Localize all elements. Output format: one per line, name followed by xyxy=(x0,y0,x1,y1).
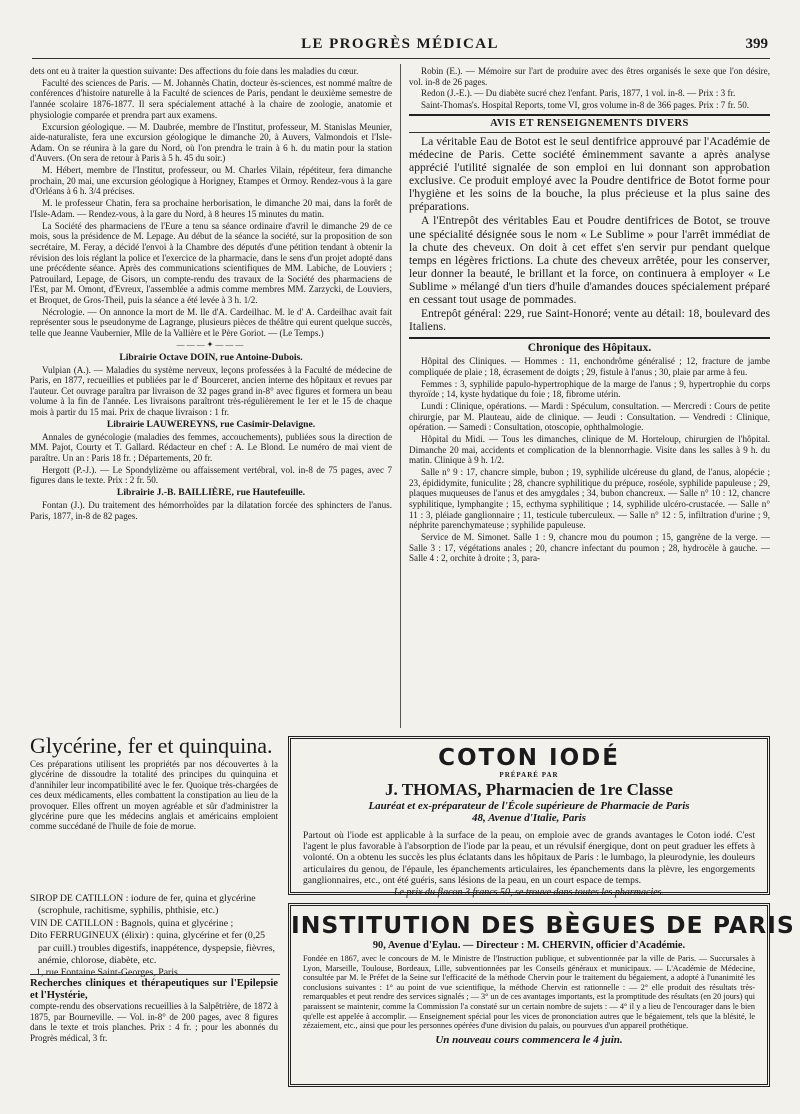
right-column xyxy=(409,66,770,728)
paragraph-societe-pharmaciens: La Société des pharmaciens de l'Eure a tenu sa séance ordinaire d'avril le dimanche 29 de ce mois, sous la présidence de M. Lepage. Au début de la séance la société, sur la proposition de son secrétaire, M. Feray, a décidé l'envoi à la Chambre des députés d'une pétition tendant à obtenir la révision des lois réglant la police et l'exercice de la pharmacie, dans le sens d'un projet adopté dans une précédente séance. Après des communications scientifiques de MM. Labiche, de Louviers ; Patrouilard, Lepage, de Gisors, un compte-rendu des travaux de la Société des pharmaciens de l'Est, par M. Omont, d'Evreux, l'assemblée a admis comme membres MM. Zarzycki, de Louviers, et Broquet, de Gros-Theil, puis la séance a été levée à 3 h. 1/2. xyxy=(30,220,392,305)
coton-iode-advert xyxy=(288,736,770,899)
column-divider xyxy=(400,64,401,728)
section-rule xyxy=(409,114,770,116)
glycerine-title: Glycérine, fer et quinquina. xyxy=(30,735,273,758)
paragraph-sublime: A l'Entrepôt des véritables Eau et Poudre dentifrices de Botot, se trouve une spécialité désignée sous le nom « Le Sublime » pour l'arrêt immédiat de la chute des cheveux. On doit à cet effet s'en servir pur pendant quelque temps en légères frictions. La chute des cheveux arrêtée, pour les conserver, leur donner la beauté, le brillant et la force, on continuera à employer « Le Sublime » mélangé d'un tiers d'huile d'amandes douces spécialement préparé en cessant tout usage de pommades. xyxy=(409,214,770,306)
chronique-heading: Chronique des Hôpitaux. xyxy=(527,341,652,354)
recherches-advert xyxy=(30,978,278,1043)
paragraph-hergott: Hergott (P.-J.). — Le Spondylizème ou affaissement vertébral, vol. in-8 de 75 pages, avec 7 figures dans le texte. Prix : 2 fr. 50. xyxy=(30,464,392,486)
paragraph-redon: Redon (J.-E.). — Du diabète sucré chez l'enfant. Paris, 1877, 1 vol. in-8. — Prix : 3 fr. xyxy=(421,88,736,99)
paragraph-necrologie: Nécrologie. — On annonce la mort de M. lle d'A. Cardeilhac. M. le d' A. Cardeilhac avait fait représenter sous le pseudonyme de Lagrange, plusieurs pièces de théâtre qui eurent quelque succès, telle que Jeanne Vaubernier, Mlle de la Vallière et le Père Goriot. — (Le Temps.) xyxy=(30,306,392,339)
coton-subtitle: Lauréat et ex-préparateur de l'École supérieure de Pharmacie de Paris xyxy=(368,800,690,812)
glycerine-body: Ces préparations utilisent les propriétés par nos découvertes à la glycérine de dissoudre la totalité des principes du quinquina et d'annihiler leur incompatibilité avec le fer. Quoique très-chargées de ces deux médicaments, elles combattent la constipation au lieu de la provoquer. Elles offrent un moyen agréable et sûr d'administrer la glycérine pure que les médecins anglais et américains emploient comme succédané de l'huile de foie de morue. xyxy=(30,759,278,832)
paragraph-entrepot: Entrepôt général: 229, rue Saint-Honoré; vente au détail: 18, boulevard des Italiens. xyxy=(409,307,770,334)
recherches-title: Recherches cliniques et thérapeutiques sur l'Epilepsie et l'Hystérie, xyxy=(30,978,278,1001)
paragraph-cliniques-hommes: Hôpital des Cliniques. — Hommes : 11, enchondrôme généralisé ; 12, fracture de jambe compliquée de plaie ; 18, écrasement de doigts ; 29, fistule à l'anus ; 30, plaie par arme à feu. xyxy=(409,356,770,377)
glycerine-advert xyxy=(30,735,278,890)
librairie-lauwereyns-heading: Librairie LAUWEREYNS, rue Casimir-Delavigne. xyxy=(106,418,316,430)
paragraph-annales: Annales de gynécologie (maladies des femmes, accouchements), publiées sous la direction de MM. Pajot, Courty et T. Gallard. Rédacteur en chef : A. Le Blond. Le numéro de mai vient de paraître. Un an : Paris 18 fr. ; Départements, 20 fr. xyxy=(30,431,392,463)
librairie-bailliere-heading: Librairie J.-B. BAILLIÈRE, rue Hautefeuille. xyxy=(116,486,306,498)
institution-begues-advert xyxy=(288,903,795,1087)
glycerine-vin: VIN DE CATILLON : Bagnols, quina et glycérine ; xyxy=(30,917,234,929)
institution-title: INSTITUTION DES BÈGUES DE PARIS xyxy=(291,911,795,939)
glycerine-ferrugineux: Dito FERRUGINEUX (élixir) : quina, glycérine et fer (0,25 par cuill.) troubles digestifs, inappétence, dyspepsie, fièvres, anémie, chlorose, diabète, etc. xyxy=(30,930,275,967)
left-column xyxy=(30,66,392,728)
institution-subtitle: 90, Avenue d'Eylau. — Directeur : M. CHERVIN, officier d'Académie. xyxy=(372,940,686,951)
paragraph-eau-botot: La véritable Eau de Botot est le seul dentifrice approuvé par l'Académie de médecine de Paris. Cette société éminemment savante a après analyse apprécié l'utilité signalée de son emploi en lui donnant son approbation exclusive. Ce produit employé avec la Poudre dentifrice de Botot forme pour l'hygiène et les soins de la bouche, la plus précieuse et la plus saine des préparations. xyxy=(409,134,770,214)
glycerine-sirop: SIROP DE CATILLON : iodure de fer, quina et glycérine (scrophule, rachitisme, syphilis, phthisie, etc.) xyxy=(30,893,256,917)
glycerine-products xyxy=(30,893,278,980)
paragraph-cliniques-femmes: Femmes : 3, syphilide papulo-hypertrophique de la marge de l'anus ; 9, hypertrophie du corps thyroïde ; 14, kyste hydatique du foie ; 18, fibrome utérin. xyxy=(409,378,770,400)
ornament-divider: ———✦——— xyxy=(176,339,246,349)
page-number: 399 xyxy=(745,36,768,52)
paragraph-salles: Salle n° 9 : 17, chancre simple, bubon ; 19, syphilide ulcéreuse du gland, de l'anus, alopécie ; 23, épididymite, funiculite ; 28, chancre syphilitique du prépuce, roséole, syphilide papuleuse ; 29, plaques muqueuses de l'anus et des amygdales ; 34, bubon chancreux. — Salle n° 10 : 12, chancre syphilitique, lymphangite ; 15, ecthyma syphilitique ; 14, syphilide ulcéro-crustacée. — Salle n° 11 : 3, pléiade ganglionnaire ; 11, testicule tuberculeux. — Salle n° 12 : 5, infiltration d'urine ; 9, néphrite parenchymateuse ; syphilide papuleuse. xyxy=(409,467,770,531)
glycerine-address: 1, rue Fontaine Saint-Georges, Paris. xyxy=(36,967,181,979)
coton-title: COTON IODÉ xyxy=(438,745,620,771)
paragraph-cliniques-semaine: Lundi : Clinique, opérations. — Mardi : Spéculum, consultation. — Mercredi : Cours de petite chirurgie, par M. Plauteau, aide de clinique. — Jeudi : Consultation. — Vendredi : Clinique, opération. — Samedi : Consultation, otoscopie, ophthalmologie. xyxy=(409,401,770,433)
institution-body: Fondée en 1867, avec le concours de M. le Ministre de l'Instruction publique, et subventionnée par la ville de Paris. — Succursales à Lyon, Marseille, Toulouse, Bordeaux, Lille, subventionnées par les Conseils généraux et municipaux. — L'Académie de Médecine, consultée par M. le Préfet de la Seine sur l'efficacité de la méthode Chervin pour le traitement du bégaiement, a adopté à l'unanimité les conclusions suivantes : 1° au point de vue scientifique, la méthode Chervin est rationnelle : — 2° elle produit des résultats très-remarquables et peut rendre des services signalés ; — 3° un de ces avantages importants, est la promptitude des résultats (en 20 jours) qui paraissent se maintenir, comme la Commission l'a constaté sur un certain nombre de sujets : — 4° il y a lieu de l'encourager dans le bien qu'elle est appelée à accomplir. — Enseignement spécial pour les vices de prononciation autres que le bégaiement, tels que la blésité, le zézaiement, etc., ainsi que pour les personnes opérées d'une division du palais, ou pourvues d'un appareil prothétique. xyxy=(303,954,755,1031)
institution-course: Un nouveau cours commencera le 4 juin. xyxy=(435,1033,623,1046)
paragraph-excursion: Excursion géologique. — M. Daubrée, membre de l'Institut, professeur, M. Stanislas Meunier, aide-naturaliste, fera une excursion géologique le dimanche 20, à Auvers, Valmondois et l'Isle-Adam. On se réunira à la gare du Nord, où l'on prendra le train à 6 h. du matin pour la station d'Auvers. (On sera de retour à Paris à 5 h. 45 du soir.) xyxy=(30,121,392,164)
coton-address: 48, Avenue d'Italie, Paris xyxy=(472,812,586,824)
paragraph-faculte-sciences: Faculté des sciences de Paris. — M. Johannès Chatin, docteur ès-sciences, est nommé maître de conférences d'histoire naturelle à la Faculté de sciences de Paris, pendant le deuxième semestre de l'année scolaire 1876-1877. Il sera spécialement attaché à la chaire de zoologie, anatomie et physiologie comparée et prendra part aux examens. xyxy=(30,77,392,120)
advert-rule xyxy=(30,974,280,975)
paragraph-hebert: M. Hébert, membre de l'Institut, professeur, ou M. Charles Vilain, répétiteur, fera dimanche prochain, 20 mai, une excursion géologique à Horigney, Etampes et Ormoy. Rendez-vous à la gare d'Orléans à 6 h. 3/4 précises. xyxy=(30,165,392,197)
page-header-title: LE PROGRÈS MÉDICAL xyxy=(301,36,499,52)
paragraph-chatin: M. le professeur Chatin, fera sa prochaine herborisation, le dimanche 20 mai, dans la forêt de l'Isle-Adam. — Rendez-vous, à la gare du Nord, à 8 heures 15 minutes du matin. xyxy=(30,198,392,219)
coton-pharmacist: J. THOMAS, Pharmacien de 1re Classe xyxy=(385,780,673,799)
paragraph-continuation: dets ont eu à traiter la question suivante: Des affections du foie dans les maladies du cœur. xyxy=(30,66,359,76)
section-rule xyxy=(409,337,770,339)
section-rule xyxy=(409,132,770,133)
paragraph-simonet: Service de M. Simonet. Salle 1 : 9, chancre mou du poumon ; 15, gangrène de la verge. — Salle 3 : 17, végétations anales ; 20, chancre infectant du poumon ; 28, hydrocèle à gauche. — Salle 4 : 2, orchite à droite ; 3, para- xyxy=(409,532,770,564)
header-rule xyxy=(32,58,770,59)
paragraph-robin: Robin (E.). — Mémoire sur l'art de produire avec des êtres organisés le sexe que l'on désire, vol. in-8 de 26 pages. xyxy=(409,66,770,87)
avis-heading: AVIS ET RENSEIGNEMENTS DIVERS xyxy=(490,117,689,129)
paragraph-saint-thomas: Saint-Thomas's. Hospital Reports, tome VI, gros volume in-8 de 366 pages. Prix : 7 fr. 50. xyxy=(421,100,750,111)
paragraph-vulpian: Vulpian (A.). — Maladies du système nerveux, leçons professées à la Faculté de médecine de Paris, en 1877, recueillies et publiées par le d' Bourceret, ancien interne des hôpitaux et revues par l'auteur. Cet ouvrage paraîtra par livraison de 32 pages grand in-8° avec figures et formera un beau volume à la fin de l'année. Les livraisons paraîtront très-régulièrement le 1er et le 15 de chaque mois à partir du 15 mai. Prix de chaque livraison : 1 fr. xyxy=(30,364,392,417)
coton-prepared-by: PRÉPARÉ PAR xyxy=(499,771,559,779)
librairie-doin-heading: Librairie Octave DOIN, rue Antoine-Dubois. xyxy=(119,351,303,363)
coton-body: Partout où l'iode est applicable à la surface de la peau, on emploie avec de grands avantages le Coton iodé. C'est l'agent le plus favorable à l'absorption de l'iode par la peau, et un révulsif énergique, dont on peut graduer les effets à volonté. On a obtenu les succès les plus éclatants dans les hôpitaux de Paris : le lumbago, la pleurodynie, les douleurs articulaires du genou, de l'épaule, les épanchements articulaires, les épanchements dans la plèvre, les engorgements ganglionnaires, etc., ont été guéris, sans lésions de la peau, en un court espace de temps. xyxy=(303,830,755,886)
paragraph-hopital-midi: Hôpital du Midi. — Tous les dimanches, clinique de M. Horteloup, chirurgien de l'hôpital. Dimanche 20 mai, accidents et complication de la blennorrhagie. Visite dans les salles à 9 h. du matin. Clinique à 9 h. 1/2. xyxy=(409,434,770,466)
coton-price: Le prix du flacon 3 francs 50, se trouve dans toutes les pharmacies. xyxy=(393,887,665,899)
paragraph-fontan: Fontan (J.). Du traitement des hémorrhoïdes par la dilatation forcée des sphincters de l'anus. Paris, 1877, in-8 de 82 pages. xyxy=(30,500,392,521)
recherches-body: compte-rendu des observations recueillies à la Salpêtrière, de 1872 à 1875, par Bourneville. — Vol. in-8° de 200 pages, avec 8 figures dans le texte et trois planches. Prix : 4 fr. ; pour les abonnés du Progrès médical, 3 fr. xyxy=(30,1001,278,1043)
